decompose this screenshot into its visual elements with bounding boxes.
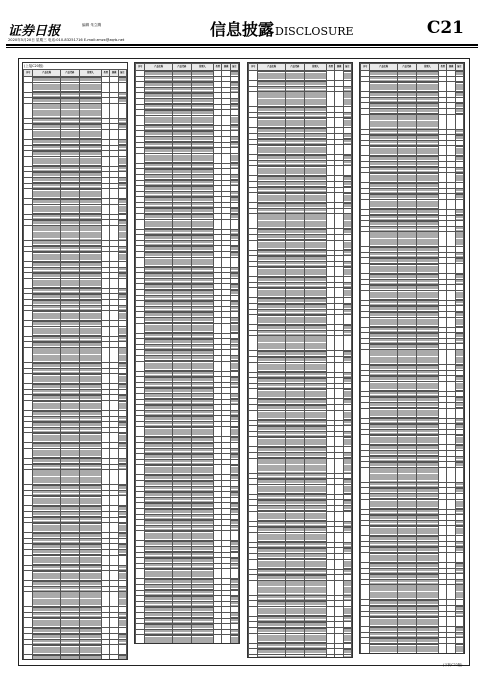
column-header: 产品代码 [173,64,192,71]
table-row [361,199,464,209]
column-header: 规模 [335,64,343,71]
table-row [24,555,127,565]
section-title-en: DISCLOSURE [275,25,354,38]
table-row [361,146,464,156]
table-row [249,532,352,542]
table-row [249,92,352,107]
continuation-caption: (上接C20版) [24,64,44,68]
table-row [249,654,352,658]
table-row [136,569,239,579]
newspaper-logo: 证券日报 [8,24,61,39]
table-row [24,401,127,411]
table-row [136,635,239,644]
table-row [249,336,352,351]
table-row [24,225,127,240]
table-row [24,103,127,118]
table-row [24,592,127,607]
table-row [249,315,352,325]
table-row [136,115,239,125]
column-header: 管理人 [304,64,327,71]
table-row [24,189,127,199]
column-header: 备注 [118,70,126,77]
table-body-3 [249,64,352,659]
table-row [361,114,464,129]
table-row [361,173,464,183]
table-row [24,156,127,166]
table-row [24,129,127,139]
table-row [24,311,127,321]
table-row [361,585,464,600]
table-row [136,257,239,267]
disclosure-table-col-1 [22,62,128,660]
disclosure-table [248,63,352,658]
column-header: 序号 [24,70,33,77]
table-row [361,317,464,327]
table-row [24,448,127,458]
date-line: 2020年5月20日 星期三 [8,38,47,42]
header-rule-thin [6,47,478,48]
table-row [361,553,464,563]
column-header: 产品名称 [258,64,286,71]
disclosure-table-col-4 [359,62,465,654]
table-row [249,166,352,176]
table-row [24,252,127,262]
table-row [249,362,352,372]
table-row [249,267,352,277]
table-row [249,559,352,569]
table-row [249,580,352,595]
date-contact-line [8,38,124,43]
table-row [24,374,127,384]
section-title-cn: 信息披露 [210,20,275,39]
table-row [24,655,127,660]
table-row [249,214,352,229]
table-row [361,381,464,391]
table-row [24,326,127,336]
column-header: 备注 [343,64,351,71]
table-row [361,499,464,509]
table-row [136,219,239,229]
table-row [249,511,352,521]
table-row [249,606,352,616]
header-rule [6,44,478,46]
table-row [361,290,464,300]
table-row [361,526,464,536]
table-row [24,523,127,533]
column-header: 管理人 [79,70,102,77]
table-header-row [136,64,239,71]
table-row [249,193,352,203]
table-row [249,71,352,81]
column-header: 产品代码 [398,64,417,71]
column-header: 备注 [455,64,463,71]
column-header: 规模 [447,64,455,71]
table-row [249,240,352,250]
table-header-row [361,64,464,71]
table-row [249,389,352,399]
table-row [136,361,239,371]
table-body-1 [24,70,127,661]
editor-line: 编辑 朱立腾 [82,23,102,27]
column-header: 序号 [136,64,145,71]
table-row [361,408,464,418]
table-row [249,437,352,447]
column-header: 类型 [439,64,447,71]
table-header-row [249,64,352,71]
table-row [361,654,464,655]
contact-line: 电话:010-83251716 E-mail:zmzx@zqrb.net [47,38,125,42]
column-header: 规模 [222,64,230,71]
table-body-4 [361,64,464,655]
column-header: 备注 [230,64,238,71]
table-row [136,427,239,437]
table-row [24,645,127,655]
table-row [249,633,352,643]
table-row [24,278,127,288]
table-row [136,531,239,541]
table-row [249,145,352,155]
table-row [24,433,127,443]
table-header-row [24,70,127,77]
column-header: 产品代码 [286,64,305,71]
table-row [24,571,127,581]
table-row [249,118,352,128]
table-row [361,232,464,247]
column-header: 类型 [214,64,222,71]
table-row [361,435,464,445]
table-row [136,153,239,163]
column-header: 管理人 [191,64,214,71]
table-row [249,288,352,298]
column-header: 管理人 [416,64,439,71]
column-header: 产品名称 [370,64,398,71]
page-number: C21 [426,18,464,38]
table-row [136,323,239,333]
column-header: 序号 [361,64,370,71]
column-header: 序号 [249,64,258,71]
table-row [24,82,127,92]
continued-footnote: (下转C22版) [443,663,463,667]
table-row [249,484,352,494]
disclosure-table-col-3 [247,62,353,658]
section-title [210,17,354,40]
table-row [249,458,352,473]
table-row [361,264,464,274]
column-header: 规模 [110,70,118,77]
disclosure-table-col-2 [134,62,240,644]
table-row [361,467,464,482]
table-row [136,465,239,475]
column-header: 类型 [327,64,335,71]
table-row [361,350,464,365]
table-row [24,618,127,628]
table-body-2 [136,64,239,645]
table-row [24,348,127,363]
column-header: 类型 [102,70,110,77]
disclosure-table [23,69,127,660]
table-row [249,410,352,420]
table-row [24,496,127,506]
disclosure-table [360,63,464,654]
table-row [24,470,127,485]
table-row [361,644,464,654]
masthead [6,10,478,46]
disclosure-table [135,63,239,644]
table-row [24,204,127,214]
column-header: 产品代码 [61,70,80,77]
column-header: 产品名称 [33,70,61,77]
column-header: 产品名称 [145,64,173,71]
table-row [361,82,464,92]
table-row [361,617,464,627]
